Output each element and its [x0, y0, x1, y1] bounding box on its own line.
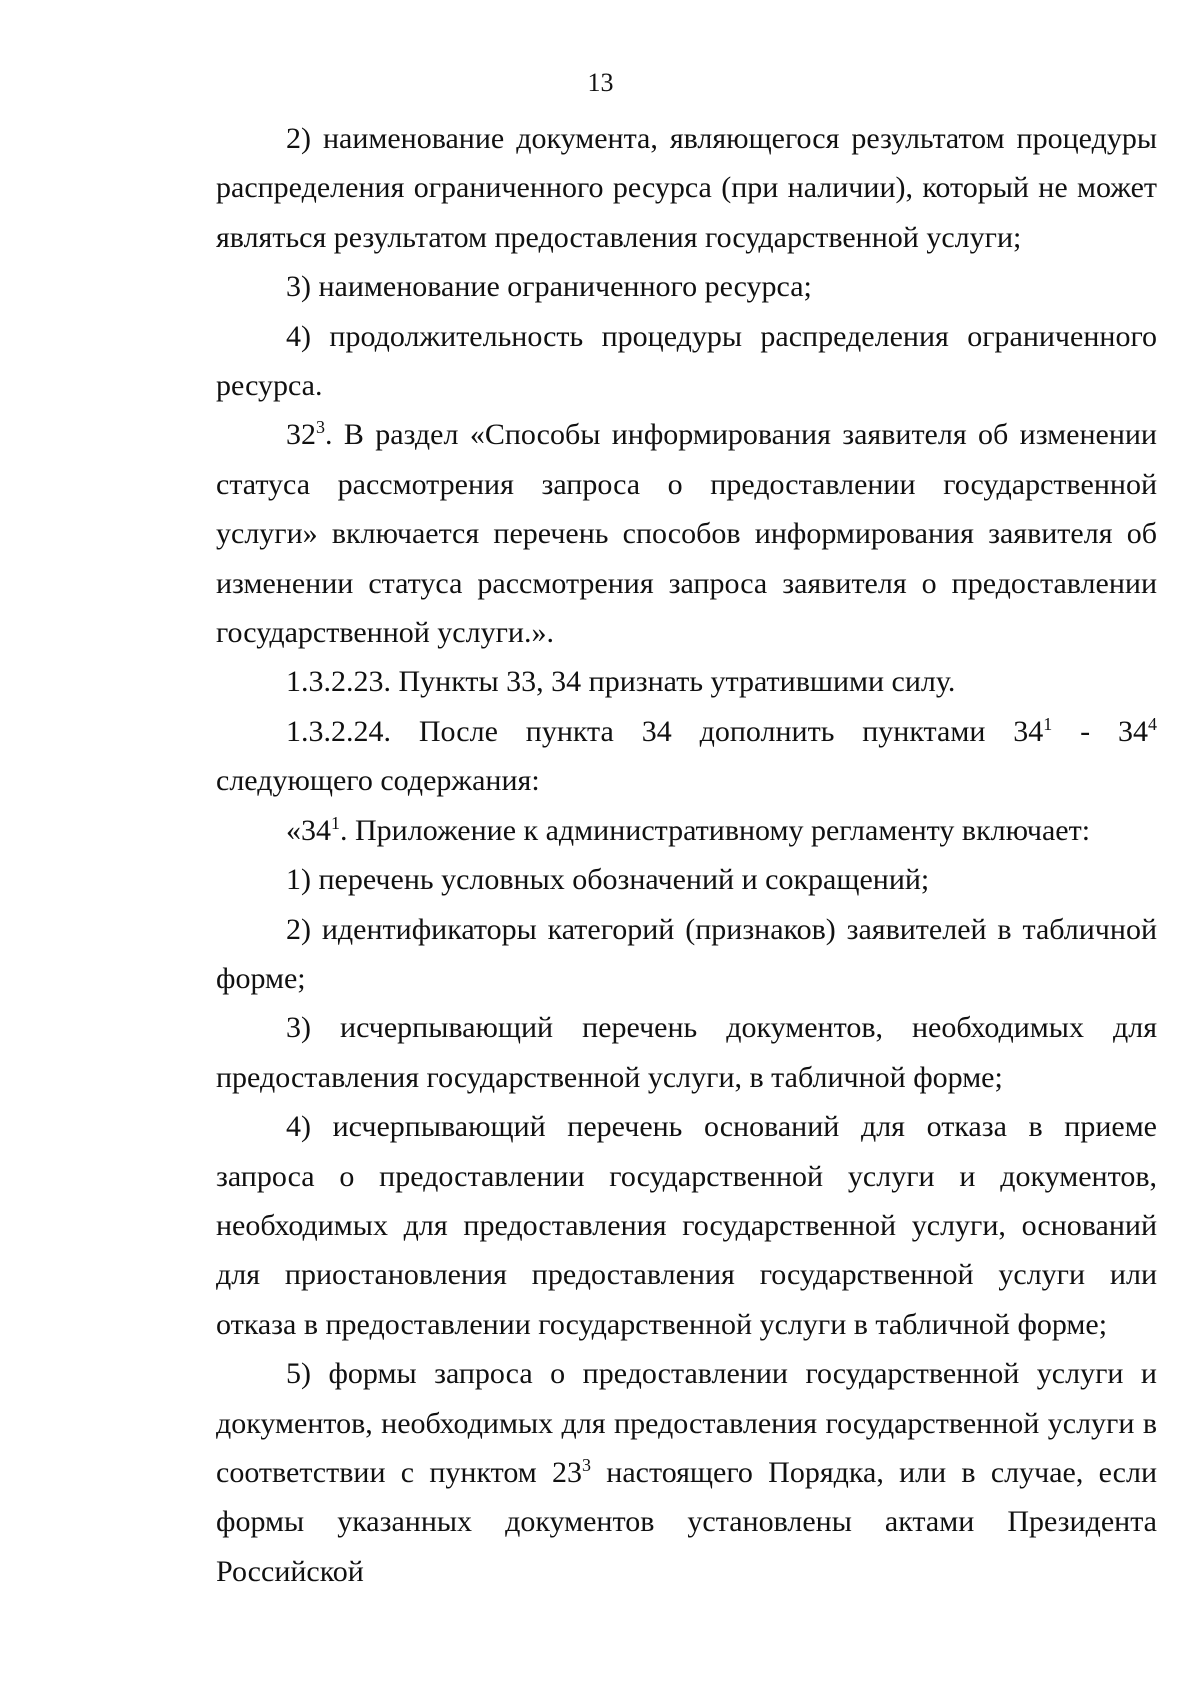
paragraph-text: 4) продолжительность процедуры распределения ограниченного ресурса. [216, 319, 1157, 403]
paragraph [216, 855, 1157, 904]
document-body [216, 114, 1157, 1596]
paragraph-text: 3) наименование ограниченного ресурса; [286, 270, 812, 304]
paragraph-text: «34 [286, 813, 331, 847]
paragraph-text: 5) формы запроса о предоставлении государственной услуги и документов, необходимых для предоставления государственной услуги в соответствии с пунктом 23 [216, 1357, 1157, 1489]
paragraph-text: 2) идентификаторы категорий (признаков) заявителей в табличной форме; [216, 912, 1157, 995]
paragraph [216, 312, 1157, 411]
paragraph [216, 806, 1157, 855]
paragraph-text: 32 [286, 418, 316, 452]
superscript: 1 [331, 812, 340, 833]
paragraph [216, 410, 1157, 657]
paragraph [216, 657, 1157, 706]
paragraph-text: 1) перечень условных обозначений и сокращений; [286, 863, 930, 897]
paragraph-text: настоящего Порядка, или в случае, если формы указанных документов установлены актами Президента Российской [216, 1455, 1158, 1588]
paragraph-text: 3) исчерпывающий перечень документов, необходимых для предоставления государственной услуги, в табличной форме; [216, 1011, 1157, 1094]
paragraph-text: следующего содержания: [216, 764, 540, 798]
paragraph-text: - 34 [1052, 714, 1148, 748]
paragraph-text: . Приложение к административному регламенту включает: [340, 813, 1091, 847]
paragraph [216, 905, 1157, 1004]
superscript: 1 [1043, 713, 1053, 734]
paragraph-text: 1.3.2.24. После пункта 34 дополнить пунктами 34 [286, 714, 1044, 748]
paragraph [216, 262, 1157, 311]
superscript: 3 [582, 1454, 592, 1475]
paragraph [216, 707, 1157, 806]
superscript: 4 [1148, 713, 1157, 734]
superscript: 3 [316, 417, 325, 438]
paragraph [216, 1102, 1157, 1349]
page-number: 13 [587, 68, 614, 97]
paragraph-text: 1.3.2.23. Пункты 33, 34 признать утратившими силу. [286, 665, 956, 699]
paragraph [216, 114, 1157, 262]
paragraph-text: 4) исчерпывающий перечень оснований для отказа в приеме запроса о предоставлении государственной услуги и документов, необходимых для предоставления государственной услуги, оснований для приостановления предоставления государственной услуги или отказа в предоставлении государственной услуги в табличной форме; [216, 1110, 1157, 1341]
paragraph [216, 1003, 1157, 1102]
paragraph-text: 2) наименование документа, являющегося результатом процедуры распределения ограниченного ресурса (при наличии), который не может являться результатом предоставления государственной услуги; [216, 122, 1157, 254]
paragraph [216, 1349, 1157, 1596]
paragraph-text: . В раздел «Способы информирования заявителя об изменении статуса рассмотрения запроса о предоставлении государственной услуги» включается перечень способов информирования заявителя об изменении статуса рассмотрения запроса заявителя о предоставлении государственной услуги.». [216, 418, 1157, 650]
